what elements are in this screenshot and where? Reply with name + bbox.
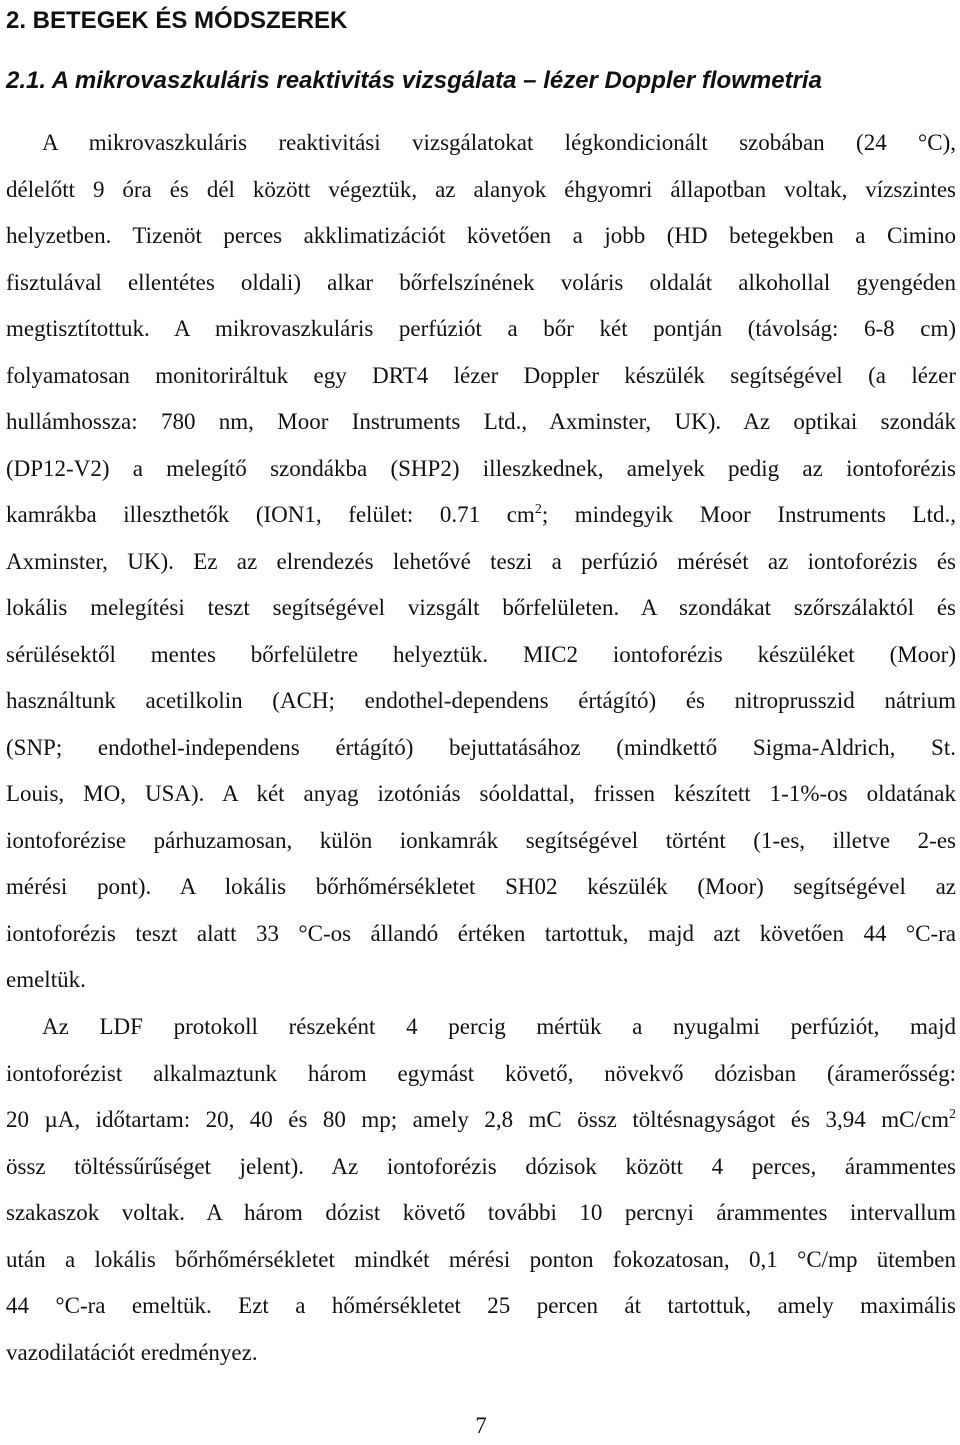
section-heading: 2. BETEGEK ÉS MÓDSZEREK: [6, 7, 348, 34]
text-line: fisztulával ellentétes oldali) alkar bőrfelszínének voláris oldalát alkohollal gyengéden: [6, 269, 956, 295]
text-line: lokális melegítési teszt segítségével vizsgált bőrfelületen. A szondákat szőrszálaktól és: [6, 595, 956, 620]
text-line: délelőtt 9 óra és dél között végeztük, az alanyok éhgyomri állapotban voltak, vízszintes: [6, 176, 956, 202]
text-line: (SNP; endothel-independens értágító) bejuttatásához (mindkettő Sigma-Aldrich, St.: [6, 734, 956, 760]
text-run: kamrákba illeszthetők (ION1, felület: 0.71 cm: [6, 502, 535, 527]
text-line: [6, 492, 956, 539]
text-line: Axminster, UK). Ez az elrendezés lehetővé teszi a perfúzió mérését az iontoforézis és: [6, 548, 956, 574]
page-number: 7: [475, 1413, 487, 1438]
text-line: iontoforézist alkalmaztunk három egymást követő, növekvő dózisban (áramerősség:: [6, 1060, 956, 1086]
text-line: 44 °C-ra emeltük. Ezt a hőmérsékletet 25 percen át tartottuk, amely maximális: [6, 1293, 956, 1318]
text-run: ; mindegyik Moor Instruments Ltd.,: [541, 502, 956, 527]
text-line: használtunk acetilkolin (ACH; endothel-dependens értágító) és nitroprusszid nátrium: [6, 688, 956, 713]
text-line: Louis, MO, USA). A két anyag izotóniás sóoldattal, frissen készített 1-1%-os oldatának: [6, 781, 956, 806]
superscript: 2: [949, 1107, 956, 1122]
text-run: 20 µA, időtartam: 20, 40 és 80 mp; amely 2,8 mC össz töltésnagyságot és 3,94 mC/cm: [6, 1107, 949, 1132]
text-line: szakaszok voltak. A három dózist követő további 10 percnyi árammentes intervallum: [6, 1200, 956, 1225]
text-line: iontoforézis teszt alatt 33 °C-os állandó értéken tartottuk, majd azt követően 44 °C-ra: [6, 920, 956, 946]
text-line: helyzetben. Tizenöt perces akklimatizációt követően a jobb (HD betegekben a Cimino: [6, 223, 956, 248]
text-line: mérési pont). A lokális bőrhőmérsékletet SH02 készülék (Moor) segítségével az: [6, 874, 956, 899]
paragraph-1: [6, 120, 956, 1004]
text-line: sérülésektől mentes bőrfelületre helyeztük. MIC2 iontoforézis készüléket (Moor): [6, 641, 956, 667]
text-line: [6, 1097, 956, 1144]
text-line: össz töltéssűrűséget jelent). Az iontoforézis dózisok között 4 perces, árammentes: [6, 1153, 956, 1179]
text-line: Az LDF protokoll részeként 4 percig mértük a nyugalmi perfúziót, majd: [42, 1014, 956, 1039]
text-line: vazodilatációt eredményez.: [6, 1339, 258, 1365]
text-line: A mikrovaszkuláris reaktivitási vizsgálatokat légkondicionált szobában (24 °C),: [42, 130, 956, 155]
text-line: (DP12-V2) a melegítő szondákba (SHP2) illeszkednek, amelyek pedig az iontoforézis: [6, 455, 956, 481]
text-line: hullámhossza: 780 nm, Moor Instruments Ltd., Axminster, UK). Az optikai szondák: [6, 409, 956, 434]
text-line: után a lokális bőrhőmérsékletet mindkét mérési ponton fokozatosan, 0,1 °C/mp ütemben: [6, 1246, 956, 1272]
text-line: folyamatosan monitoriráltuk egy DRT4 lézer Doppler készülék segítségével (a lézer: [6, 362, 956, 388]
text-line: iontoforézise párhuzamosan, külön ionkamrák segítségével történt (1-es, illetve 2-es: [6, 827, 956, 853]
document-page: [6, 0, 956, 1445]
text-line: megtisztítottuk. A mikrovaszkuláris perfúziót a bőr két pontján (távolság: 6-8 cm): [6, 316, 956, 341]
subsection-heading: 2.1. A mikrovaszkuláris reaktivitás vizsgálata – lézer Doppler flowmetria: [6, 67, 822, 94]
superscript: 2: [534, 502, 542, 517]
paragraph-2: [6, 1004, 956, 1376]
text-line: emeltük.: [6, 967, 86, 992]
